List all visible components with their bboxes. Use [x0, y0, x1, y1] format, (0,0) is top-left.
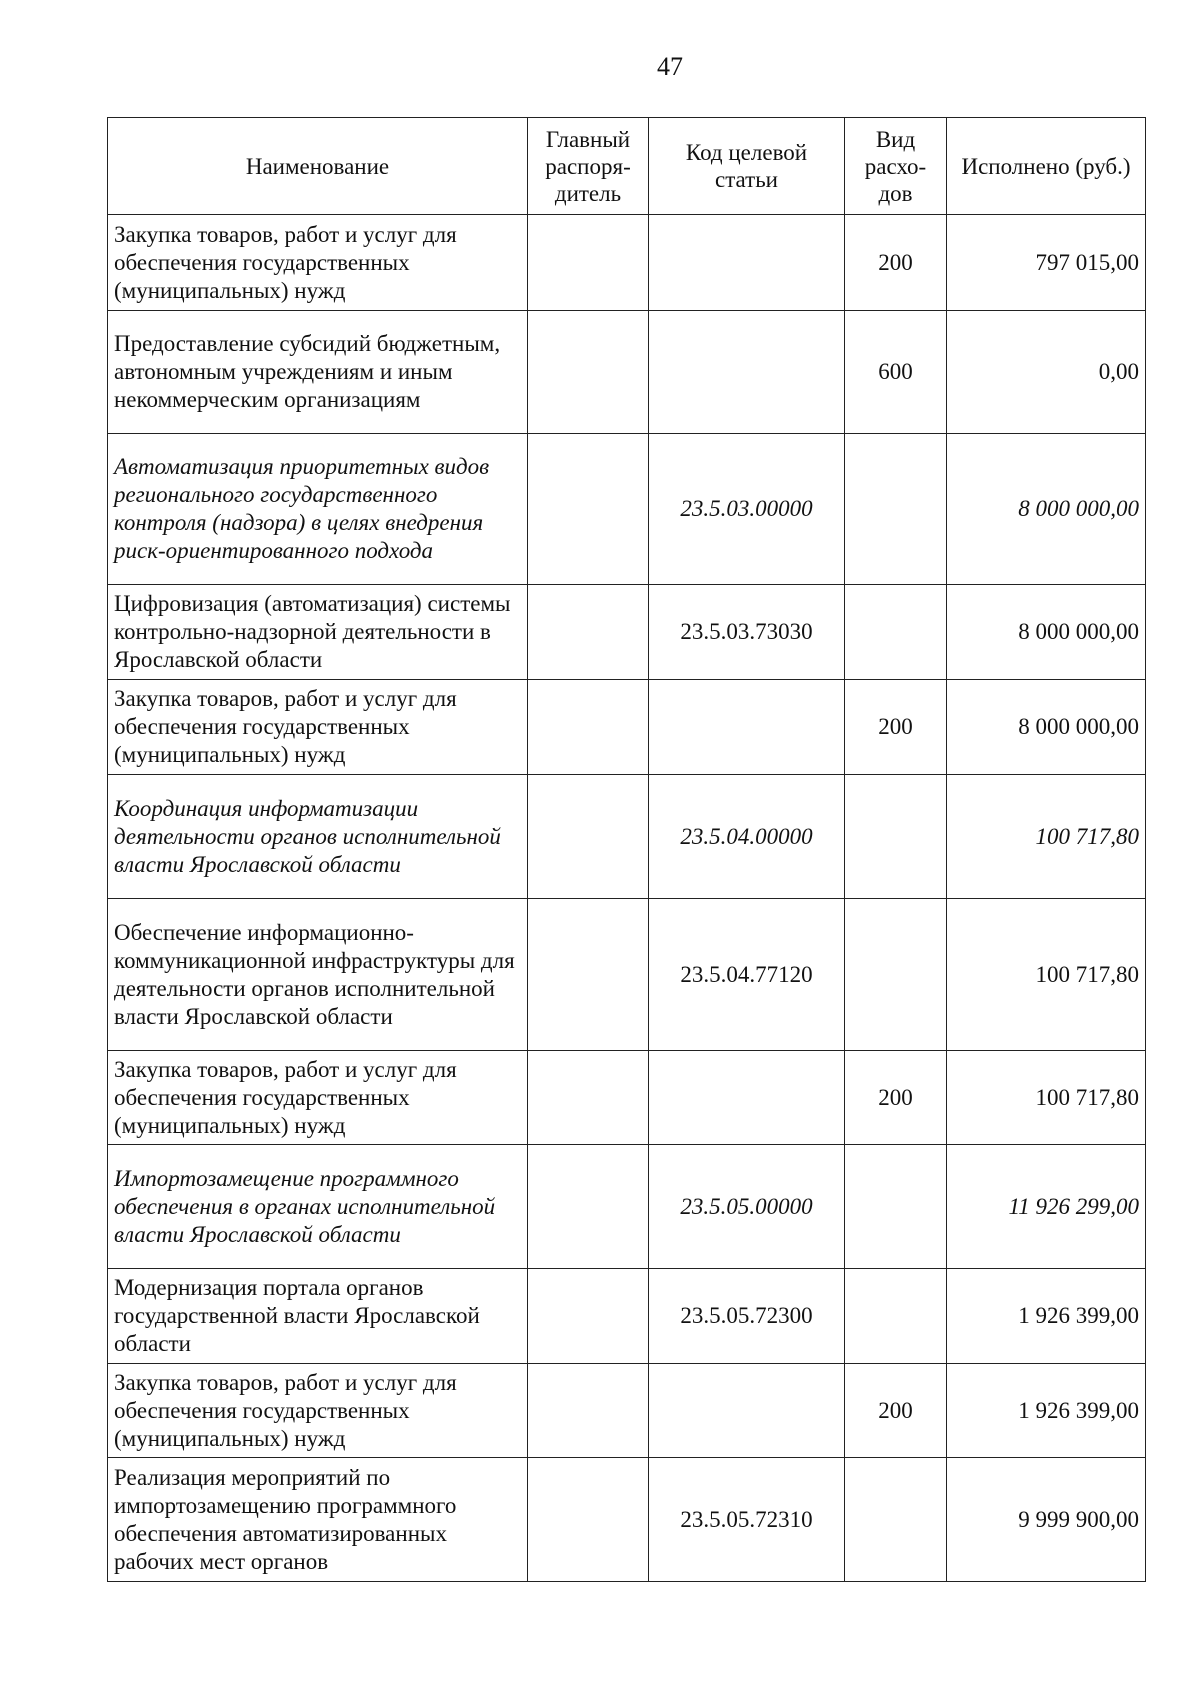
row-manager-cell [528, 680, 649, 775]
row-name-cell: Закупка товаров, работ и услуг для обеспечения государственных (муниципальных) нужд [108, 680, 528, 775]
row-executed-cell: 100 717,80 [947, 1051, 1146, 1145]
header-target-code: Код целевой статьи [649, 118, 845, 215]
row-type-cell [845, 434, 947, 585]
row-type-cell [845, 585, 947, 680]
row-executed-cell: 8 000 000,00 [947, 585, 1146, 680]
row-executed-cell: 0,00 [947, 311, 1146, 434]
row-executed-cell: 9 999 900,00 [947, 1458, 1146, 1582]
table-row [108, 775, 1146, 899]
row-manager-cell [528, 434, 649, 585]
row-name-cell: Обеспечение информационно-коммуникационной инфраструктуры для деятельности органов исполнительной власти Ярославской области [108, 899, 528, 1051]
row-type-cell: 200 [845, 680, 947, 775]
row-type-cell [845, 899, 947, 1051]
row-type-cell: 200 [845, 215, 947, 311]
row-manager-cell [528, 585, 649, 680]
row-executed-cell: 11 926 299,00 [947, 1145, 1146, 1269]
table-row [108, 215, 1146, 311]
row-executed-cell: 8 000 000,00 [947, 434, 1146, 585]
row-name-cell: Закупка товаров, работ и услуг для обеспечения государственных (муниципальных) нужд [108, 1051, 528, 1145]
row-name-cell: Реализация мероприятий по импортозамещению программного обеспечения автоматизированных рабочих мест органов [108, 1458, 528, 1582]
row-type-cell: 600 [845, 311, 947, 434]
row-manager-cell [528, 311, 649, 434]
row-code-cell [649, 311, 845, 434]
row-code-cell: 23.5.05.72310 [649, 1458, 845, 1582]
row-code-cell: 23.5.05.00000 [649, 1145, 845, 1269]
row-name-cell: Импортозамещение программного обеспечения в органах исполнительной власти Ярославской области [108, 1145, 528, 1269]
table-row [108, 585, 1146, 680]
row-name-cell: Цифровизация (автоматизация) системы контрольно-надзорной деятельности в Ярославской области [108, 585, 528, 680]
row-executed-cell: 100 717,80 [947, 775, 1146, 899]
row-type-cell: 200 [845, 1051, 947, 1145]
table-row [108, 1458, 1146, 1582]
row-manager-cell [528, 1145, 649, 1269]
row-type-cell: 200 [845, 1364, 947, 1458]
row-name-cell: Координация информатизации деятельности органов исполнительной власти Ярославской области [108, 775, 528, 899]
row-code-cell [649, 215, 845, 311]
row-code-cell: 23.5.04.77120 [649, 899, 845, 1051]
row-code-cell: 23.5.04.00000 [649, 775, 845, 899]
row-manager-cell [528, 1458, 649, 1582]
header-executed: Исполнено (руб.) [947, 118, 1146, 215]
table-row [108, 1051, 1146, 1145]
header-name: Наименование [108, 118, 528, 215]
row-executed-cell: 1 926 399,00 [947, 1269, 1146, 1364]
row-code-cell: 23.5.03.73030 [649, 585, 845, 680]
row-type-cell [845, 1145, 947, 1269]
table-header-row [108, 118, 1146, 215]
row-executed-cell: 1 926 399,00 [947, 1364, 1146, 1458]
row-manager-cell [528, 899, 649, 1051]
table-row [108, 1269, 1146, 1364]
row-manager-cell [528, 1269, 649, 1364]
row-name-cell: Модернизация портала органов государственной власти Ярославской области [108, 1269, 528, 1364]
row-executed-cell: 797 015,00 [947, 215, 1146, 311]
row-manager-cell [528, 1051, 649, 1145]
table-row [108, 1364, 1146, 1458]
table-row [108, 311, 1146, 434]
table-row [108, 434, 1146, 585]
row-name-cell: Автоматизация приоритетных видов регионального государственного контроля (надзора) в целях внедрения риск-ориентированного подхода [108, 434, 528, 585]
row-code-cell: 23.5.03.00000 [649, 434, 845, 585]
table-body [108, 215, 1146, 1582]
header-expense-type: Вид расхо-дов [845, 118, 947, 215]
row-type-cell [845, 1269, 947, 1364]
page-number: 47 [657, 52, 683, 81]
row-manager-cell [528, 215, 649, 311]
row-code-cell: 23.5.05.72300 [649, 1269, 845, 1364]
row-executed-cell: 100 717,80 [947, 899, 1146, 1051]
row-code-cell [649, 1364, 845, 1458]
table-row [108, 1145, 1146, 1269]
row-name-cell: Предоставление субсидий бюджетным, автономным учреждениям и иным некоммерческим организациям [108, 311, 528, 434]
table-row [108, 899, 1146, 1051]
row-manager-cell [528, 1364, 649, 1458]
table-row [108, 680, 1146, 775]
expenditure-table [107, 117, 1146, 1582]
row-type-cell [845, 1458, 947, 1582]
row-name-cell: Закупка товаров, работ и услуг для обеспечения государственных (муниципальных) нужд [108, 1364, 528, 1458]
row-name-cell: Закупка товаров, работ и услуг для обеспечения государственных (муниципальных) нужд [108, 215, 528, 311]
row-type-cell [845, 775, 947, 899]
row-manager-cell [528, 775, 649, 899]
row-code-cell [649, 680, 845, 775]
row-executed-cell: 8 000 000,00 [947, 680, 1146, 775]
row-code-cell [649, 1051, 845, 1145]
header-main-manager: Главный распоря-дитель [528, 118, 649, 215]
